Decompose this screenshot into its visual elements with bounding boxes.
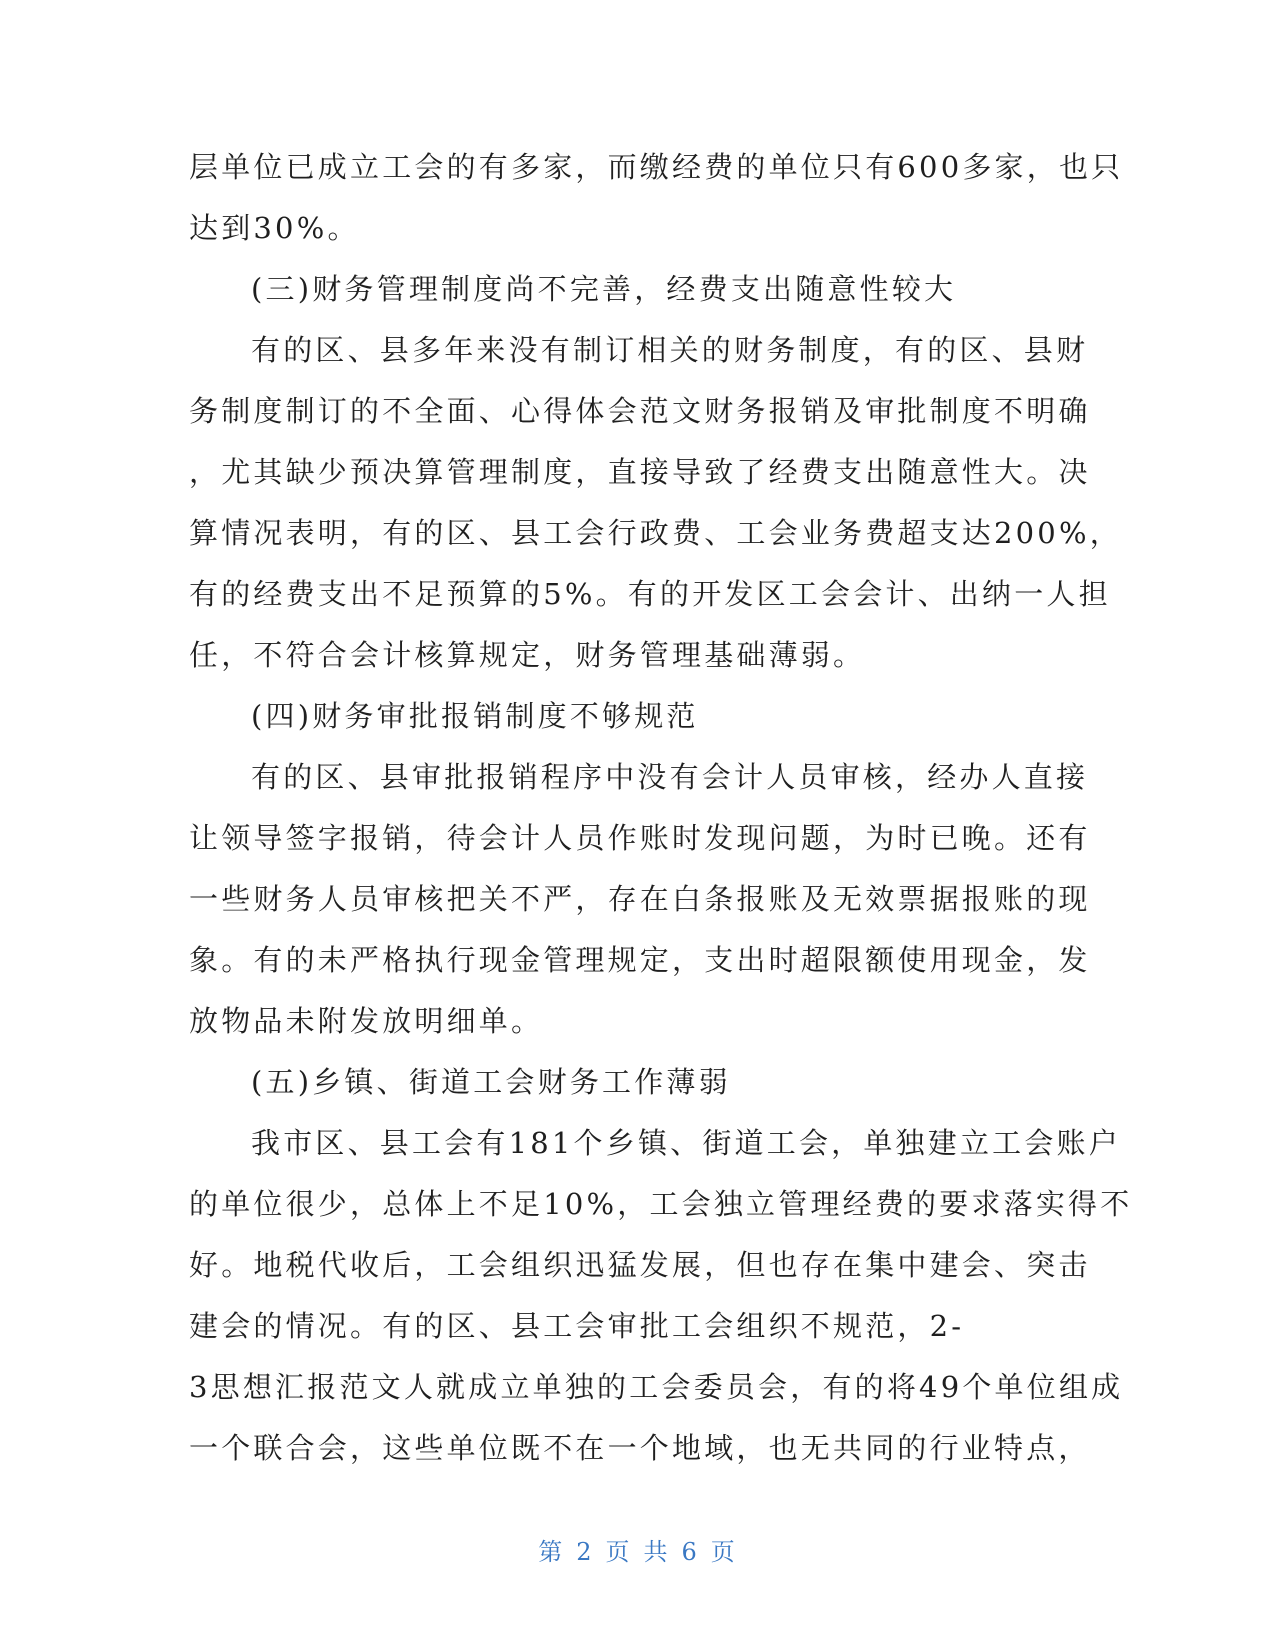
section-heading: (四)财务审批报销制度不够规范	[251, 699, 699, 733]
text-line: 象。有的未严格执行现金管理规定，支出时超限额使用现金，发	[189, 943, 1091, 977]
text-line: 3思想汇报范文人就成立单独的工会委员会，有的将49个单位组成	[189, 1370, 1124, 1404]
current-page-number: 2	[576, 1538, 594, 1566]
text-line: 建会的情况。有的区、县工会审批工会组织不规范，2-	[189, 1309, 965, 1343]
text-line: 的单位很少，总体上不足10%，工会独立管理经费的要求落实得不	[189, 1187, 1133, 1221]
text-line: 务制度制订的不全面、心得体会范文财务报销及审批制度不明确	[189, 394, 1091, 428]
text-line: 有的经费支出不足预算的5%。有的开发区工会会计、出纳一人担	[189, 577, 1111, 611]
text-line: 有的区、县审批报销程序中没有会计人员审核，经办人直接	[251, 760, 1089, 794]
section-heading: (三)财务管理制度尚不完善，经费支出随意性较大	[251, 272, 957, 306]
text-line: 算情况表明，有的区、县工会行政费、工会业务费超支达200%，	[189, 516, 1122, 550]
footer-page-word: 页	[605, 1538, 632, 1566]
footer-total-word: 共	[643, 1538, 670, 1566]
text-line: 一些财务人员审核把关不严，存在白条报账及无效票据报账的现	[189, 882, 1091, 916]
section-heading: (五)乡镇、街道工会财务工作薄弱	[251, 1065, 731, 1099]
text-line: 好。地税代收后，工会组织迅猛发展，但也存在集中建会、突击	[189, 1248, 1091, 1282]
text-line: ，尤其缺少预决算管理制度，直接导致了经费支出随意性大。决	[189, 455, 1091, 489]
text-line: 放物品未附发放明细单。	[189, 1004, 544, 1038]
document-body	[189, 137, 1133, 1479]
text-line: 我市区、县工会有181个乡镇、街道工会，单独建立工会账户	[251, 1126, 1121, 1160]
text-line: 有的区、县多年来没有制订相关的财务制度，有的区、县财	[251, 333, 1089, 367]
page-footer	[0, 1532, 1275, 1567]
text-line: 任，不符合会计核算规定，财务管理基础薄弱。	[189, 638, 866, 672]
footer-prefix: 第	[538, 1538, 565, 1566]
text-line: 层单位已成立工会的有多家，而缴经费的单位只有600多家，也只	[189, 150, 1124, 184]
total-pages-number: 6	[681, 1538, 699, 1566]
text-line: 一个联合会，这些单位既不在一个地域，也无共同的行业特点，	[189, 1431, 1091, 1465]
text-line: 让领导签字报销，待会计人员作账时发现问题，为时已晚。还有	[189, 821, 1091, 855]
text-line: 达到30%。	[189, 211, 360, 245]
footer-suffix: 页	[710, 1538, 737, 1566]
